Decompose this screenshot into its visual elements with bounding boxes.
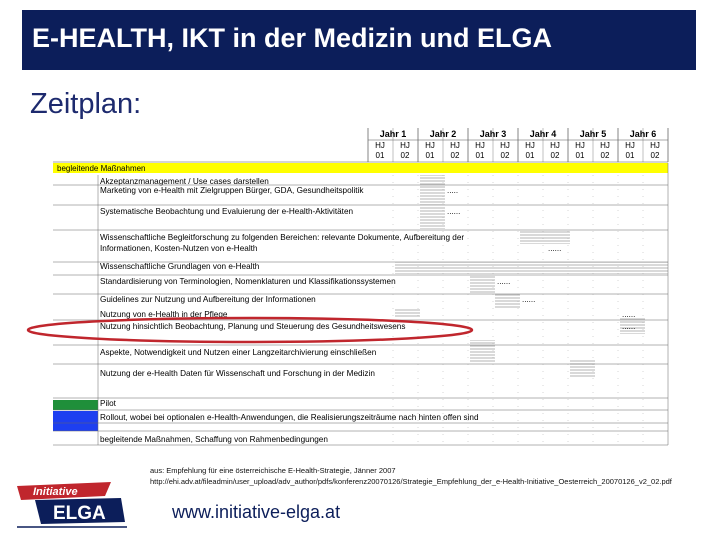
half-year-label: HJ [425,141,435,150]
gantt-row-dots: ...... [497,277,511,286]
half-year-label: HJ [650,141,660,150]
timeline-bar [420,207,445,229]
half-year-label: HJ [525,141,535,150]
timeline-bar [520,230,570,244]
gantt-row-label: Rollout, wobei bei optionalen e-Health-Anwendungen, die Realisierungszeiträume nach hinten offen sind [100,413,479,422]
gantt-row-label: Marketing von e-Health mit Zielgruppen Bürger, GDA, Gesundheitspolitik [100,186,364,195]
year-header-5: Jahr 5 [579,129,607,139]
half-year-number: 02 [500,151,510,160]
half-year-number: 01 [425,151,435,160]
timeline-bar [470,275,495,293]
gantt-row-label: Wissenschaftliche Grundlagen von e-Health [100,262,260,271]
half-year-number: 01 [525,151,535,160]
half-year-label: HJ [400,141,410,150]
half-year-label: HJ [475,141,485,150]
gantt-row-dots: ..... [447,186,459,195]
gantt-row-dots: ...... [622,322,636,331]
half-year-label: HJ [575,141,585,150]
year-header-3: Jahr 3 [479,129,507,139]
half-year-label: HJ [375,141,385,150]
rollout-color-block [53,411,98,423]
year-header-4: Jahr 4 [529,129,557,139]
gantt-row-label: Akzeptanzmanagement / Use cases darstellen [100,177,269,186]
half-year-number: 01 [625,151,635,160]
timeline-bar [495,293,520,308]
half-year-label: HJ [450,141,460,150]
half-year-number: 02 [400,151,410,160]
half-year-number: 02 [650,151,660,160]
gantt-row-dots: ...... [522,295,536,304]
gantt-row-dots: ...... [447,207,461,216]
year-header-6: Jahr 6 [629,129,657,139]
elga-logo [15,482,131,530]
gantt-row-label: Wissenschaftliche Begleitforschung zu folgenden Bereichen: relevante Dokumente, Aufbereitung der [100,233,465,242]
slide-subtitle: Zeitplan: [30,88,142,120]
logo-elga-text: ELGA [53,503,106,524]
timeline-bar [395,262,668,274]
half-year-label: HJ [500,141,510,150]
slide-title: E-HEALTH, IKT in der Medizin und ELGA [32,23,552,53]
timeline-bar [470,340,495,362]
timeline-bar [420,175,445,205]
half-year-number: 02 [550,151,560,160]
gantt-row-label: Informationen, Kosten-Nutzen von e-Health [100,244,258,253]
half-year-number: 01 [475,151,485,160]
timeline-bar [570,360,595,378]
logo-initiative-text: Initiative [33,486,78,498]
gantt-row-label: Aspekte, Notwendigkeit und Nutzen einer Langzeitarchivierung einschließen [100,348,377,357]
gantt-row-label: begleitende Maßnahmen, Schaffung von Rahmenbedingungen [100,435,328,444]
gantt-row-label: Guidelines zur Nutzung und Aufbereitung der Informationen [100,295,316,304]
half-year-label: HJ [550,141,560,150]
gantt-row-dots: ...... [622,310,636,319]
gantt-row-label: Pilot [100,399,116,408]
pilot-color-block [53,400,98,410]
timeline-bar [395,309,420,318]
rollout-color-block [53,423,98,431]
half-year-label: HJ [625,141,635,150]
half-year-number: 01 [575,151,585,160]
half-year-number: 01 [375,151,385,160]
year-header-2: Jahr 2 [429,129,457,139]
gantt-row-label: Standardisierung von Terminologien, Nomenklaturen und Klassifikationssystemen [100,277,396,286]
source-line-1: aus: Empfehlung für eine österreichische E-Health-Strategie, Jänner 2007 [150,466,396,475]
year-header-1: Jahr 1 [379,129,407,139]
section-label: begleitende Maßnahmen [57,164,146,173]
website-url[interactable]: www.initiative-elga.at [172,502,341,522]
half-year-number: 02 [450,151,460,160]
half-year-number: 02 [600,151,610,160]
gantt-row-label: Nutzung der e-Health Daten für Wissenschaft und Forschung in der Medizin [100,369,375,378]
gantt-row-label: Nutzung von e-Health in der Pflege [100,310,228,319]
source-citation [150,465,672,487]
gantt-row-label: Systematische Beobachtung und Evaluierung der e-Health-Aktivitäten [100,207,354,216]
gantt-row-label: Nutzung hinsichtlich Beobachtung, Planung und Steuerung des Gesundheitswesens [100,322,406,331]
source-line-2: http://ehi.adv.at/fileadmin/user_upload/adv_author/pdfs/konferenz20070126/Strategie_Empfehlung_der_e-Health-Initiative_Oesterreich_20070126_v2_02.pdf [150,477,672,486]
half-year-label: HJ [600,141,610,150]
gantt-row-dots: ...... [548,244,562,253]
